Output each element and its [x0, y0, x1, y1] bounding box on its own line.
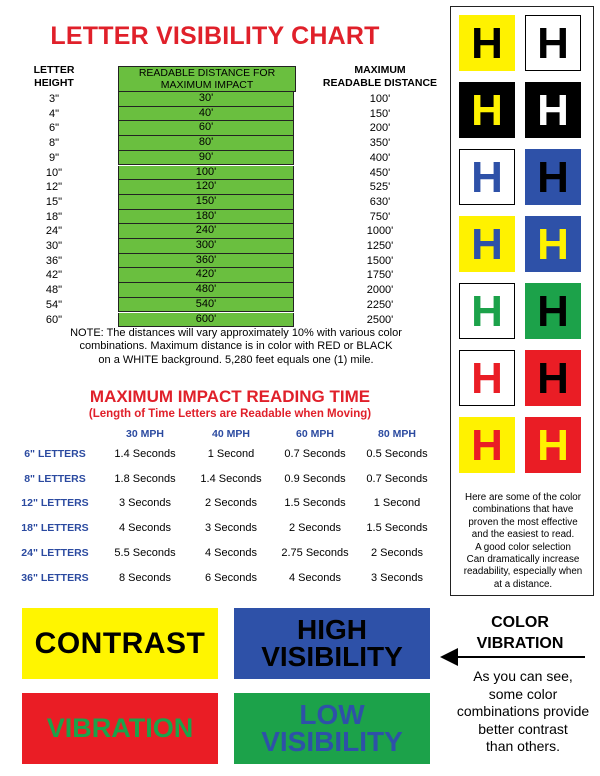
reading-time-cell: 2 Seconds: [371, 546, 423, 559]
color-vibration-text: [448, 668, 598, 756]
color-swatch: [459, 216, 515, 272]
letter-height-cell: 36": [45, 254, 63, 267]
color-swatch: [525, 283, 581, 339]
reading-time-cell: 2.75 Seconds: [281, 546, 349, 559]
letter-size-label: 12" LETTERS: [21, 497, 89, 510]
color-swatch: [459, 417, 515, 473]
distance-row: [24, 92, 450, 107]
reading-time-cell: 0.9 Seconds: [284, 472, 346, 485]
max-distance-cell: 525': [369, 181, 391, 194]
max-distance-cell: 450': [369, 166, 391, 179]
letter-size-label: 6" LETTERS: [24, 448, 86, 460]
color-vibration-title-line: COLOR: [491, 614, 549, 631]
letter-height-cell: 10": [45, 166, 63, 179]
max-distance-cell: 750': [369, 210, 391, 223]
reading-time-cell: 5.5 Seconds: [114, 546, 176, 559]
letter-height-cell: 8": [48, 137, 60, 150]
max-distance-cell: 2250': [366, 298, 394, 311]
distance-row: [24, 268, 450, 283]
letter-height-cell: 54": [45, 298, 63, 311]
swatch-letter: H: [471, 354, 503, 403]
readable-distance-cell: 30': [118, 92, 294, 107]
distance-row: [24, 210, 450, 225]
reading-time-cell: 2 Seconds: [289, 522, 341, 535]
reading-time-cell: 0.5 Seconds: [366, 448, 428, 460]
reading-time-cell: 6 Seconds: [205, 571, 257, 584]
distance-note: [44, 327, 428, 367]
speed-column-header: 40 MPH: [212, 428, 250, 440]
letter-size-label: 18" LETTERS: [21, 522, 89, 535]
speed-column-header: 30 MPH: [126, 428, 164, 440]
letter-height-cell: 3": [48, 93, 60, 105]
letter-size-label: 8" LETTERS: [24, 472, 86, 485]
reading-time-cell: 4 Seconds: [289, 571, 341, 584]
panel-text-line: readability, especially when: [463, 566, 583, 578]
low-visibility-box: [234, 693, 430, 764]
color-vibration-text-line: better contrast: [478, 720, 568, 737]
reading-time-cell: 4 Seconds: [119, 522, 171, 535]
swatch-letter: H: [537, 153, 569, 202]
header-max-line: READABLE DISTANCE: [322, 77, 438, 89]
reading-time-cell: 3 Seconds: [119, 497, 171, 510]
panel-text-line: A good color selection: [475, 541, 571, 553]
letter-height-cell: 9": [48, 151, 60, 164]
max-distance-cell: 2000': [366, 284, 394, 297]
color-swatch: [459, 82, 515, 138]
readable-distance-cell: 300': [118, 239, 294, 254]
readable-distance-cell: 120': [118, 180, 294, 195]
readable-distance-cell: 360': [118, 254, 294, 269]
panel-text-line: combinations that have: [472, 504, 574, 516]
reading-time-cell: 2 Seconds: [205, 497, 257, 510]
arrow-left-icon: [440, 648, 590, 666]
reading-time-cell: 1 Second: [207, 448, 255, 460]
distance-row: [24, 195, 450, 210]
panel-text-line: at a distance.: [493, 578, 553, 590]
color-vibration-text-line: combinations provide: [456, 703, 590, 719]
color-vibration-title-line: VIBRATION: [476, 635, 564, 652]
contrast-box: [22, 608, 218, 679]
chart-title: LETTER VISIBILITY CHART: [50, 22, 380, 50]
letter-size-label: 24" LETTERS: [21, 546, 89, 559]
color-swatch: [459, 15, 515, 71]
header-readable-distance: [118, 66, 296, 92]
swatch-letter: H: [537, 287, 569, 336]
color-swatch: [459, 350, 515, 406]
distance-row: [24, 283, 450, 298]
color-swatch: [459, 149, 515, 205]
max-distance-cell: 1750': [366, 269, 394, 282]
note-line: on a WHITE background. 5,280 feet equals one (1) mile.: [98, 353, 374, 366]
note-line: NOTE: The distances will vary approximately 10% with various color: [70, 327, 402, 339]
readable-distance-cell: 90': [118, 151, 294, 166]
panel-text-line: proven the most effective: [468, 516, 578, 528]
reading-time-cell: 3 Seconds: [205, 522, 257, 535]
header-max-distance: [310, 64, 450, 90]
color-swatch: [525, 82, 581, 138]
color-vibration-text-line: than others.: [486, 738, 560, 754]
letter-height-cell: 48": [45, 284, 63, 297]
swatch-letter: H: [537, 220, 569, 269]
header-letter-height-line: LETTER: [33, 64, 75, 76]
reading-time-cell: 3 Seconds: [371, 571, 423, 584]
letter-height-cell: 30": [45, 240, 63, 252]
swatch-letter: H: [471, 86, 503, 135]
color-vibration-text-line: some color: [488, 685, 558, 702]
max-distance-cell: 150': [369, 107, 391, 120]
letter-height-cell: 42": [45, 269, 63, 282]
max-distance-cell: 400': [369, 151, 391, 164]
contrast-label: CONTRAST: [34, 627, 206, 660]
reading-time-title: MAXIMUM IMPACT READING TIME: [89, 387, 371, 406]
swatch-letter: H: [537, 421, 569, 470]
header-readable-line: MAXIMUM IMPACT: [160, 79, 254, 91]
swatch-letter: H: [471, 153, 503, 202]
reading-time-cell: 1.5 Seconds: [284, 497, 346, 510]
max-distance-cell: 200': [369, 122, 391, 135]
max-distance-cell: 1500': [366, 254, 394, 267]
distance-row: [24, 239, 450, 254]
color-swatch: [525, 216, 581, 272]
swatch-letter: H: [471, 287, 503, 336]
reading-time-cell: 1.5 Seconds: [366, 522, 428, 535]
reading-time-cell: 8 Seconds: [119, 571, 171, 584]
reading-time-cell: 4 Seconds: [205, 546, 257, 559]
letter-height-cell: 24": [45, 225, 63, 238]
reading-time-subtitle: (Length of Time Letters are Readable when Moving): [88, 408, 372, 420]
readable-distance-cell: 40': [118, 107, 294, 122]
color-swatch: [459, 283, 515, 339]
reading-time-cell: 1.4 Seconds: [200, 472, 262, 485]
readable-distance-cell: 240': [118, 224, 294, 239]
readable-distance-cell: 180': [118, 210, 294, 225]
panel-text-line: Here are some of the color: [465, 492, 581, 503]
readable-distance-cell: 600': [118, 313, 294, 328]
color-swatch: [525, 417, 581, 473]
letter-height-cell: 15": [45, 195, 63, 208]
letter-height-cell: 60": [45, 313, 63, 326]
header-letter-height: [24, 64, 84, 90]
distance-row: [24, 254, 450, 269]
reading-time-cell: 0.7 Seconds: [366, 472, 428, 485]
header-max-line: MAXIMUM: [354, 64, 406, 76]
reading-time-cell: 1.4 Seconds: [114, 448, 176, 460]
distance-row: [24, 151, 450, 166]
header-readable-line: READABLE DISTANCE FOR: [138, 67, 276, 79]
readable-distance-cell: 100': [118, 166, 294, 181]
max-distance-cell: 630': [369, 195, 391, 208]
swatch-letter: H: [471, 19, 503, 68]
distance-row: [24, 166, 450, 181]
max-distance-cell: 100': [369, 93, 391, 105]
max-distance-cell: 1250': [366, 240, 394, 252]
panel-text-line: Can dramatically increase: [466, 554, 580, 566]
letter-size-label: 36" LETTERS: [21, 571, 89, 584]
speed-column-header: 80 MPH: [378, 428, 416, 440]
color-swatch: [525, 15, 581, 71]
color-vibration-text-line: As you can see,: [473, 668, 573, 684]
readable-distance-cell: 150': [118, 195, 294, 210]
low-visibility-line: VISIBILITY: [261, 726, 403, 757]
letter-height-cell: 12": [45, 181, 63, 194]
swatch-letter: H: [471, 421, 503, 470]
distance-row: [24, 313, 450, 328]
distance-row: [24, 180, 450, 195]
reading-time-cell: 1 Second: [373, 497, 421, 510]
letter-height-cell: 18": [45, 210, 63, 223]
vibration-label: VIBRATION: [46, 713, 194, 743]
readable-distance-cell: 480': [118, 283, 294, 298]
low-visibility-line: LOW: [299, 699, 365, 730]
vibration-box: [22, 693, 218, 764]
max-distance-cell: 2500': [366, 313, 394, 326]
distance-row: [24, 107, 450, 122]
header-letter-height-line: HEIGHT: [34, 77, 74, 89]
letter-height-cell: 6": [48, 122, 60, 135]
max-distance-cell: 350': [369, 137, 391, 150]
swatch-letter: H: [537, 19, 569, 68]
max-distance-cell: 1000': [366, 225, 394, 238]
swatch-letter: H: [537, 354, 569, 403]
high-visibility-line: VISIBILITY: [261, 641, 403, 672]
letter-height-cell: 4": [48, 107, 60, 120]
distance-row: [24, 298, 450, 313]
distance-row: [24, 136, 450, 151]
readable-distance-cell: 60': [118, 121, 294, 136]
note-line: combinations. Maximum distance is in color with RED or BLACK: [79, 340, 393, 353]
readable-distance-cell: 540': [118, 298, 294, 313]
readable-distance-cell: 420': [118, 268, 294, 283]
color-swatch: [525, 149, 581, 205]
distance-row: [24, 224, 450, 239]
color-swatch: [525, 350, 581, 406]
swatch-panel-text: [458, 492, 588, 591]
high-visibility-line: HIGH: [297, 614, 367, 645]
swatch-letter: H: [471, 220, 503, 269]
reading-time-cell: 1.8 Seconds: [114, 472, 176, 485]
swatch-letter: H: [537, 86, 569, 135]
speed-column-header: 60 MPH: [296, 428, 334, 440]
distance-row: [24, 121, 450, 136]
panel-text-line: and the easiest to read.: [471, 529, 575, 541]
reading-time-cell: 0.7 Seconds: [284, 448, 346, 460]
readable-distance-cell: 80': [118, 136, 294, 151]
high-visibility-box: [234, 608, 430, 679]
